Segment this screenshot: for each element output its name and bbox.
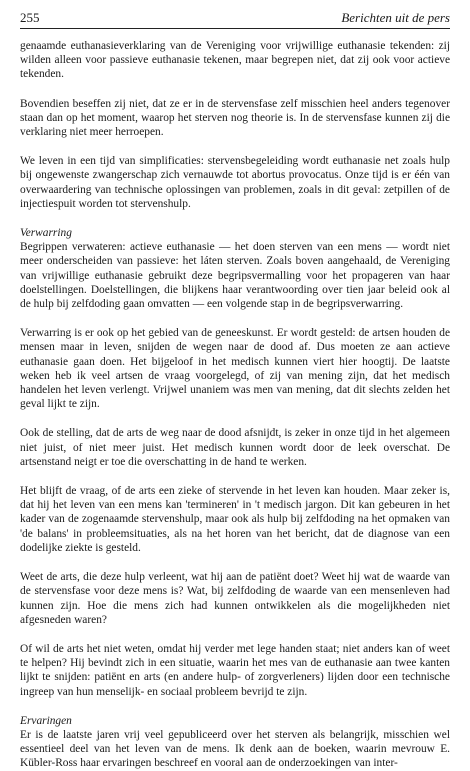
paragraph-9: Of wil de arts het niet weten, omdat hij verder met lege handen staat; niet anders kan of weet te helpen? Hij bevindt zich in een situatie, waarin het mes van de euthanasie aan twee kanten lijkt te snijden: patiënt en arts (en andere hulp- of zorgverleners) lijden door een technische ingreep van hun menselijk- en sociaal probleem bevrijd te zijn.	[20, 642, 450, 698]
paragraph-7: Het blijft de vraag, of de arts een zieke of stervende in het leven kan houden. Maar zeker is, dat hij het leven van een mens kan 'termineren' in 't medisch jargon. Dit kan gebeuren in het kader van de zogenaamde stervenshulp, maar ook als hulp bij zelfdoding na het opmaken van 'de balans' in probleemsituaties, als na het horen van het bericht, dat de diagnose van een dodelijke ziekte is gesteld.	[20, 485, 450, 554]
page-number: 255	[20, 10, 40, 25]
section-heading-ervaringen: Ervaringen	[20, 714, 72, 727]
section-heading-verwarring: Verwarring	[20, 227, 72, 240]
paragraph-10: Er is de laatste jaren vrij veel gepubliceerd over het sterven als belangrijk, misschien wel essentieel deel van het leven van de mens. Ik denk aan de boeken, waarin mevrouw E. Kübler-Ross haar ervaringen beschreef en vooral aan de onderzoekingen van inter-	[20, 728, 450, 770]
paragraph-8: Weet de arts, die deze hulp verleent, wat hij aan de patiënt doet? Weet hij wat de waarde van de stervensfase voor deze mens is? Wat, bij zelfdoding de waarde van een mensenleven had kunnen zijn. Hoe die mens zich had kunnen ontwikkelen als die mogelijkheden niet afgesneden waren?	[20, 571, 450, 626]
paragraph-2: Bovendien beseffen zij niet, dat ze er in de stervensfase zelf misschien heel anders tegenover staan dan op het moment, waarop het sterven nog theorie is. In de stervensfase kunnen zij die verklaring niet meer herroepen.	[20, 97, 450, 139]
paragraph-4: Begrippen verwateren: actieve euthanasie — het doen sterven van een mens — wordt niet meer onderscheiden van passieve: het láten sterven. Zoals boven aangehaald, de Vereniging van vrijwillige euthanasie gebruikt deze begripsvermalling voor het propageren van haar doelstellingen. Doelstellingen, die blijkens haar verantwoording over tien jaar beleid ook al de hulp bij zelfdoding gaan omvatten — een volgende stap in de begripsverwarring.	[20, 241, 450, 311]
paragraph-6: Ook de stelling, dat de arts de weg naar de dood afsnijdt, is zeker in onze tijd in het algemeen niet juist, of niet meer juist. Het medisch kunnen wordt door de leek overschat. De artsenstand neigt er toe die overschatting in de hand te werken.	[20, 427, 450, 468]
article-body	[20, 39, 450, 771]
paragraph-5: Verwarring is er ook op het gebied van de geneeskunst. Er wordt gesteld: de artsen houden de mensen maar in leven, snijden de wegen naar de dood af. Dus moeten ze aan actieve euthanasie gaan doen. Het bijgeloof in het medisch kunnen viert hier hoogtij. De laatste weken heb ik veel artsen de vraag voorgelegd, of zij van mening zijn, dat het medisch handelen het leven verlengt. Vrijwel unaniem was men van mening, dat dit slechts zelden het geval lijkt te zijn.	[20, 327, 450, 411]
page-header	[20, 8, 450, 29]
paragraph-3: We leven in een tijd van simplificaties: stervensbegeleiding wordt euthanasie net zoals hulp bij ongewenste zwangerschap zich vernauwde tot abortus provocatus. Onze tijd is er één van overwaardering van technische oplossingen van problemen, zoals in dit geval: zetpillen of de injectiespuit worden tot stervenshulp.	[20, 155, 450, 210]
running-title: Berichten uit de pers	[341, 10, 450, 25]
paragraph-1: genaamde euthanasieverklaring van de Vereniging voor vrijwillige euthanasie tekenden: zij wilden alleen voor passieve euthanasie tekenen, maar begrepen niet, dat zij ook voor actieve tekenden.	[20, 40, 450, 81]
